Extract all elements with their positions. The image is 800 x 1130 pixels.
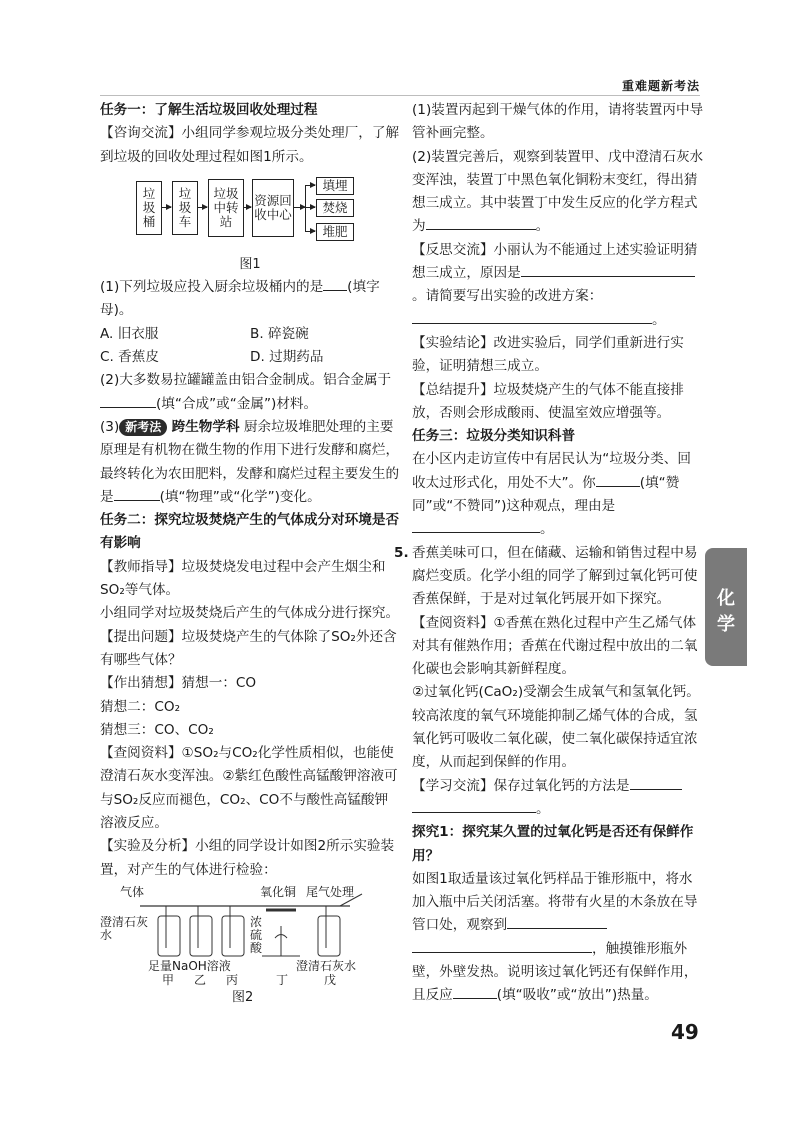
label-ding: 丁 bbox=[276, 972, 289, 987]
subject-tab bbox=[705, 548, 747, 666]
answer-blank[interactable] bbox=[596, 472, 640, 487]
problem-text: 【提出问题】垃圾焚烧产生的气体除了SO₂外还含有哪些气体？ bbox=[100, 628, 397, 668]
flow-out-compost: 堆肥 bbox=[316, 223, 354, 241]
new-method-badge: 新考法 bbox=[119, 419, 167, 436]
answer-blank[interactable] bbox=[100, 393, 156, 408]
answer-blank[interactable] bbox=[426, 215, 536, 230]
options-row bbox=[100, 346, 400, 369]
flow-arrow bbox=[293, 207, 305, 208]
explore-1-text: 如图1取适量该过氧化钙样品于锥形瓶中，将水加入瓶中后关闭活塞。将带有火星的木条放在导管口处，观察到，触摸锥形瓶外壁，外壁发热。说明该过氧化钙还有保鲜作用，且反应 (填“吸收”或“放出”)热量。 bbox=[412, 870, 698, 1004]
answer-blank[interactable] bbox=[631, 262, 695, 277]
answer-blank[interactable] bbox=[507, 914, 607, 929]
summary-text: 【总结提升】垃圾焚烧产生的气体不能直接排放，否则会形成酸雨、使温室效应增强等。 bbox=[412, 381, 684, 421]
flow-out-landfill: 填埋 bbox=[316, 177, 354, 195]
task1-title: 任务一：了解生活垃圾回收处理过程 bbox=[100, 102, 318, 118]
task2-title: 任务二：探究垃圾焚烧产生的气体成分对环境是否有影响 bbox=[100, 512, 400, 552]
right-q2: (2)装置完善后，观察到装置甲、戊中澄清石灰水变浑浊，装置丁中黑色氧化铜粉末变红，得出猜想三成立。其中装置丁中发生反应的化学方程式为 。 bbox=[412, 148, 704, 235]
guess-1: 【作出猜想】猜想一：CO bbox=[100, 675, 257, 692]
answer-blank[interactable] bbox=[630, 775, 682, 790]
answer-blank[interactable] bbox=[114, 486, 160, 501]
cross-subject-tag: 跨生物学科 bbox=[171, 418, 240, 435]
improvement-line: 。 bbox=[412, 309, 704, 332]
question-number: 5. bbox=[394, 544, 409, 561]
info-2: ②过氧化钙(CaO₂)受潮会生成氧气和氢氧化钙。较高浓度的氧气环境能抑制乙烯气体的合成，氢氧化钙可吸收二氧化碳，使二氧化碳保持适宜浓度，从而起到保鲜的作用。 bbox=[412, 684, 700, 771]
flow-arrow bbox=[305, 185, 315, 186]
flow-arrow bbox=[243, 207, 251, 208]
label-gas: 气体 bbox=[120, 884, 145, 899]
flow-arrow bbox=[161, 207, 171, 208]
info-1: 【查阅资料】①香蕉在熟化过程中产生乙烯气体对其有催熟作用；香蕉在代谢过程中放出的二氧化碳也会影响其新鲜程度。 bbox=[412, 614, 698, 678]
answer-blank[interactable] bbox=[412, 938, 592, 953]
teacher-guide: 【教师指导】垃圾焚烧发电过程中会产生烟尘和SO₂等气体。 bbox=[100, 558, 386, 599]
label-limewater: 澄清石灰水 bbox=[100, 914, 149, 942]
figure1-flowchart bbox=[100, 175, 400, 251]
question-3: (3) 新考法 跨生物学科 厨余垃圾堆肥处理的主要原理是有机物在微生物的作用下进行发酵和腐烂，最终转化为农田肥料，发酵和腐烂过程主要发生的是 (填“物理”或“化学”)变化。 bbox=[100, 418, 400, 505]
question-5: 5. 香蕉美味可口，但在储藏、运输和销售过程中易腐烂变质。化学小组的同学了解到过氧化钙可使香蕉保鲜，于是对过氧化钙展开如下探究。 bbox=[412, 542, 704, 612]
left-column bbox=[100, 99, 400, 1008]
flow-arrow bbox=[197, 207, 207, 208]
flow-branch-line bbox=[305, 185, 306, 231]
option-d: D. 过期药品 bbox=[250, 349, 324, 366]
answer-blank[interactable] bbox=[323, 276, 347, 291]
flow-out-incinerate: 焚烧 bbox=[316, 199, 354, 217]
consult-text: 【咨询交流】小组同学参观垃圾分类处理厂，了解到垃圾的回收处理过程如图1所示。 bbox=[100, 125, 400, 165]
group-text: 小组同学对垃圾焚烧后产生的气体成分进行探究。 bbox=[100, 605, 400, 622]
task3-title: 任务三：垃圾分类知识科普 bbox=[412, 428, 576, 445]
reflection: 【反思交流】小丽认为不能通过上述实验证明猜想三成立，原因是。请简要写出实验的改进方案： bbox=[412, 241, 698, 305]
label-bing: 丙 bbox=[226, 972, 239, 987]
flow-box-transfer: 垃圾中转站 bbox=[208, 179, 244, 237]
answer-blank[interactable] bbox=[412, 309, 652, 324]
figure1-caption: 图1 bbox=[239, 256, 261, 272]
label-yi: 乙 bbox=[194, 972, 207, 987]
right-column bbox=[394, 99, 704, 1008]
right-q1: (1)装置丙起到干燥气体的作用，请将装置丙中导管补画完整。 bbox=[412, 102, 704, 142]
flow-arrow bbox=[305, 231, 315, 232]
option-b: B. 碎瓷碗 bbox=[250, 325, 309, 342]
guess-2: 猜想二：CO₂ bbox=[100, 698, 181, 715]
learning-exchange: 【学习交流】保存过氧化钙的方法是。 bbox=[412, 775, 704, 822]
info-text: 【查阅资料】①SO₂与CO₂化学性质相似，也能使澄清石灰水变浑浊。②紫红色酸性高锰酸钾溶液可与SO₂反应而褪色，CO₂、CO不与酸性高锰酸钾溶液反应。 bbox=[100, 745, 398, 832]
experiment-text: 【实验及分析】小组的同学设计如图2所示实验装置，对产生的气体进行检验： bbox=[100, 838, 395, 878]
conclusion-text: 【实验结论】改进实验后，同学们重新进行实验，证明猜想三成立。 bbox=[412, 334, 684, 375]
option-a: A. 旧衣服 bbox=[100, 325, 159, 342]
flow-box-recycle: 资源回收中心 bbox=[252, 179, 294, 237]
label-acid: 浓硫酸 bbox=[250, 914, 263, 955]
flow-arrow bbox=[305, 207, 315, 208]
answer-blank[interactable] bbox=[412, 798, 536, 813]
flow-box-truck: 垃圾车 bbox=[172, 181, 198, 235]
label-wu: 戊 bbox=[324, 972, 337, 987]
option-c: C. 香蕉皮 bbox=[100, 349, 159, 366]
label-tail-gas: 尾气处理 bbox=[306, 884, 355, 899]
figure2-apparatus bbox=[100, 886, 400, 1008]
explore-1-title: 探究1：探究某久置的过氧化钙是否还有保鲜作用？ bbox=[412, 824, 694, 864]
label-cuo: 氧化铜 bbox=[260, 884, 297, 899]
figure2-caption: 图2 bbox=[232, 989, 254, 1005]
answer-blank[interactable] bbox=[521, 262, 631, 277]
answer-blank[interactable] bbox=[412, 518, 540, 533]
header-rule bbox=[100, 95, 700, 96]
question-1: (1)下列垃圾应投入厨余垃圾桶内的是 (填字母)。 bbox=[100, 276, 400, 323]
subject-tab-label: 化学 bbox=[717, 588, 735, 635]
answer-blank[interactable] bbox=[453, 984, 497, 999]
task3-text: 在小区内走访宣传中有居民认为“垃圾分类、回收太过形式化，用处不大”。你 (填“赞同”或“不赞同”)这种观点，理由是。 bbox=[412, 451, 691, 538]
flow-box-bin: 垃圾桶 bbox=[136, 181, 162, 235]
question-2: (2)大多数易拉罐罐盖由铝合金制成。铝合金属于(填“合成”或“金属”)材料。 bbox=[100, 372, 392, 412]
guess-3: 猜想三：CO、CO₂ bbox=[100, 721, 214, 738]
page-number: 49 bbox=[671, 1020, 699, 1044]
label-limewater-2: 澄清石灰水 bbox=[296, 958, 357, 973]
label-jia: 甲 bbox=[162, 972, 175, 987]
options-row bbox=[100, 323, 400, 346]
label-naoh: 足量NaOH溶液 bbox=[148, 958, 231, 973]
header-title: 重难题新考法 bbox=[622, 79, 701, 93]
